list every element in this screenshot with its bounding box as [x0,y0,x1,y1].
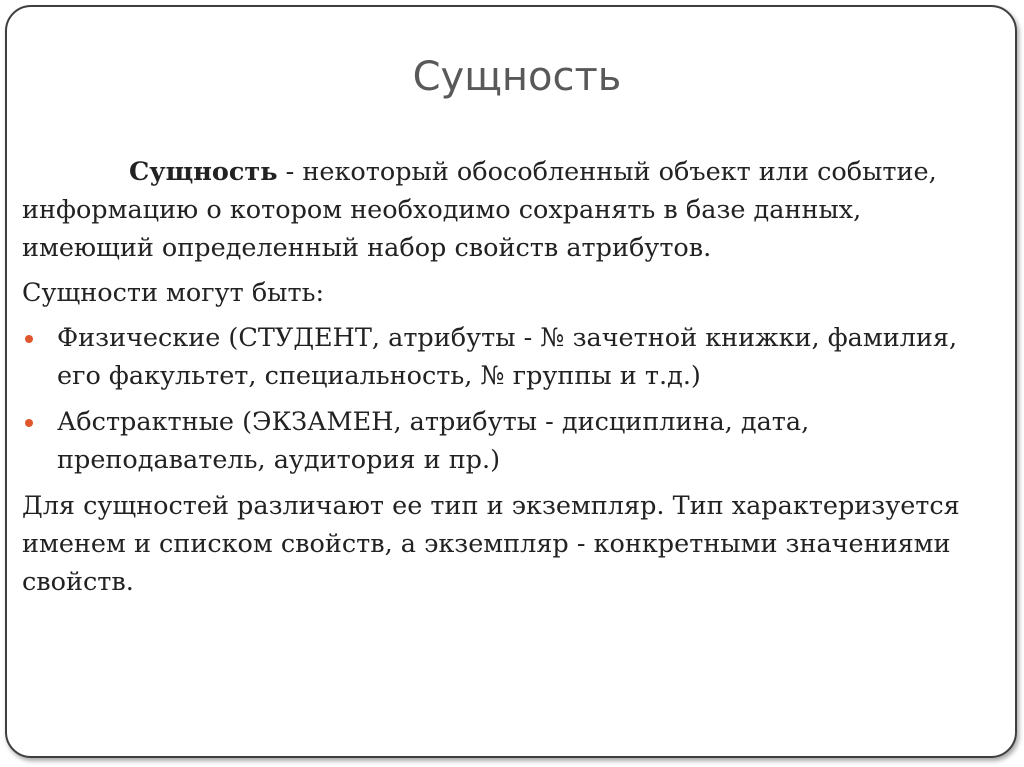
definition-paragraph [22,153,997,267]
kinds-intro: Сущности могут быть: [22,278,325,308]
bullet-item-abstract [22,403,997,479]
slide-content [22,153,997,608]
definition-text: - некоторый обособленный объект или событие, информацию о котором необходимо сохранять в базе данных, имеющий определенный набор свойств атрибутов. [22,157,937,263]
definition-term: Сущность [129,157,278,187]
closing-paragraph: Для сущностей различают ее тип и экземпляр. Тип характеризуется именем и списком свойств, а экземпляр - конкретными значениями свойств. [22,491,960,597]
bullet-text: Физические (СТУДЕНТ, атрибуты - № зачетной книжки, фамилия, его факультет, специальность, № группы и т.д.) [57,323,958,391]
bullet-dot-icon [25,419,33,427]
slide-title: Сущность [412,54,622,100]
bullet-dot-icon [25,335,33,343]
bullet-text: Абстрактные (ЭКЗАМЕН, атрибуты - дисциплина, дата, преподаватель, аудитория и пр.) [57,407,810,475]
bullet-item-physical [22,319,997,395]
slide-frame [5,5,1017,758]
